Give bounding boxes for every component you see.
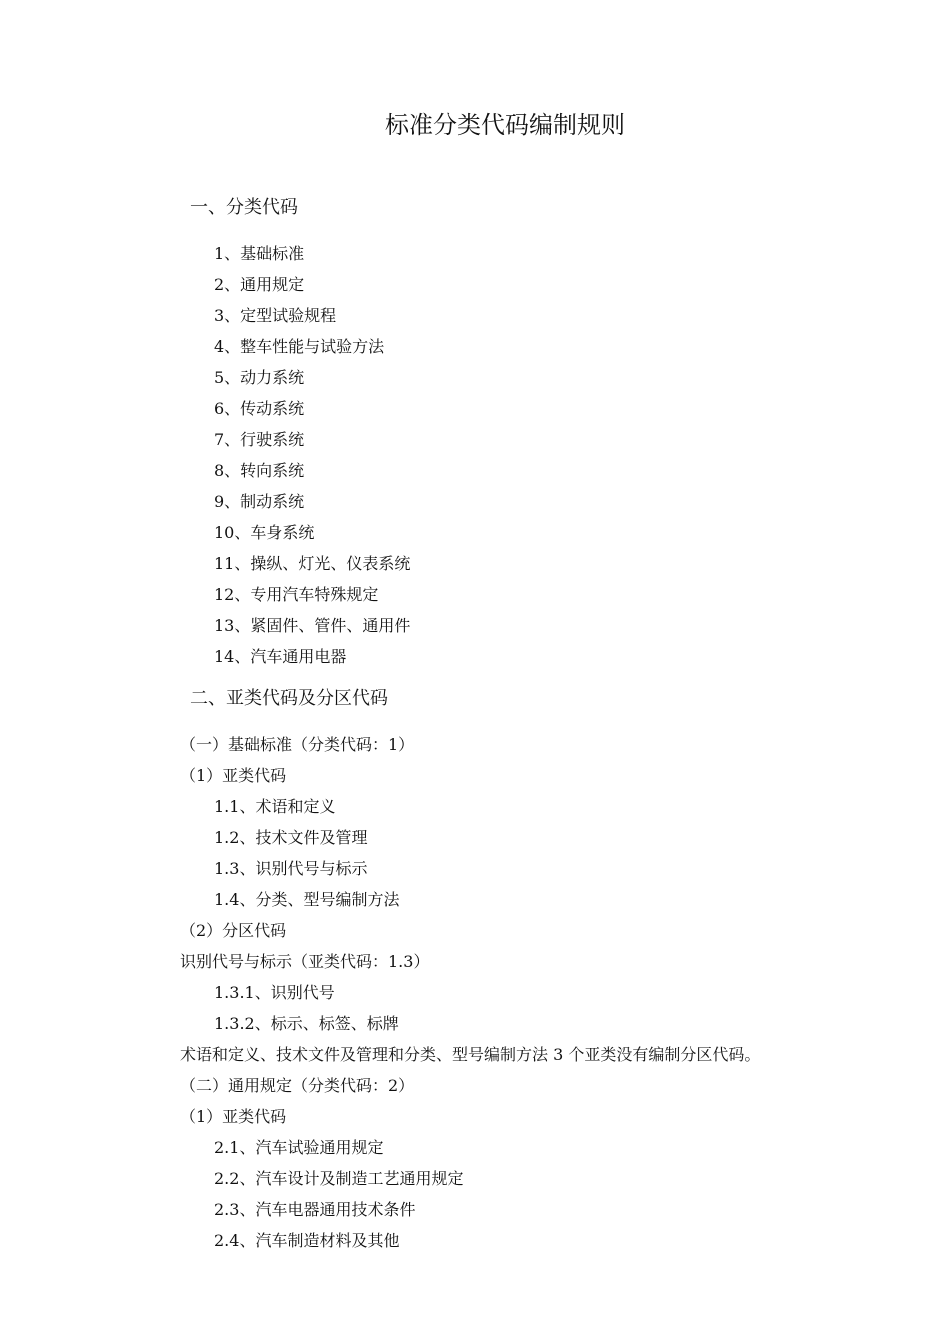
part1-subclass-heading: （1）亚类代码 xyxy=(180,766,287,785)
category-item: 1、基础标准 xyxy=(214,244,305,263)
zone-item: 1.3.2、标示、标签、标牌 xyxy=(214,1014,399,1033)
category-item: 11、操纵、灯光、仪表系统 xyxy=(214,554,411,573)
zone-item: 1.3.1、识别代号 xyxy=(214,983,335,1002)
category-item: 13、紧固件、管件、通用件 xyxy=(214,616,411,635)
category-item: 10、车身系统 xyxy=(214,523,315,542)
page-title: 标准分类代码编制规则 xyxy=(385,111,625,139)
category-item: 2、通用规定 xyxy=(214,275,305,294)
subclass-item: 1.3、识别代号与标示 xyxy=(214,859,368,878)
zone-group-label: 识别代号与标示（亚类代码：1.3） xyxy=(180,952,430,971)
category-item: 6、传动系统 xyxy=(214,399,305,418)
subclass-item: 1.2、技术文件及管理 xyxy=(214,828,368,847)
subclass-item: 2.1、汽车试验通用规定 xyxy=(214,1138,384,1157)
subclass-item: 2.2、汽车设计及制造工艺通用规定 xyxy=(214,1169,464,1188)
category-item: 4、整车性能与试验方法 xyxy=(214,337,385,356)
part1-note: 术语和定义、技术文件及管理和分类、型号编制方法 3 个亚类没有编制分区代码。 xyxy=(180,1045,761,1064)
part2-subclass-heading: （1）亚类代码 xyxy=(180,1107,287,1126)
category-item: 14、汽车通用电器 xyxy=(214,647,347,666)
subclass-item: 1.4、分类、型号编制方法 xyxy=(214,890,400,909)
category-item: 9、制动系统 xyxy=(214,492,305,511)
subclass-item: 1.1、术语和定义 xyxy=(214,797,336,816)
section1-heading: 一、分类代码 xyxy=(190,197,298,218)
part1-zone-heading: （2）分区代码 xyxy=(180,921,287,940)
category-item: 7、行驶系统 xyxy=(214,430,305,449)
category-item: 12、专用汽车特殊规定 xyxy=(214,585,379,604)
category-item: 3、定型试验规程 xyxy=(214,306,337,325)
part2-heading: （二）通用规定（分类代码：2） xyxy=(180,1076,415,1095)
category-item: 8、转向系统 xyxy=(214,461,305,480)
section2-heading: 二、亚类代码及分区代码 xyxy=(190,688,388,709)
subclass-item: 2.3、汽车电器通用技术条件 xyxy=(214,1200,416,1219)
part1-heading: （一）基础标准（分类代码：1） xyxy=(180,735,415,754)
category-item: 5、动力系统 xyxy=(214,368,305,387)
subclass-item: 2.4、汽车制造材料及其他 xyxy=(214,1231,400,1250)
